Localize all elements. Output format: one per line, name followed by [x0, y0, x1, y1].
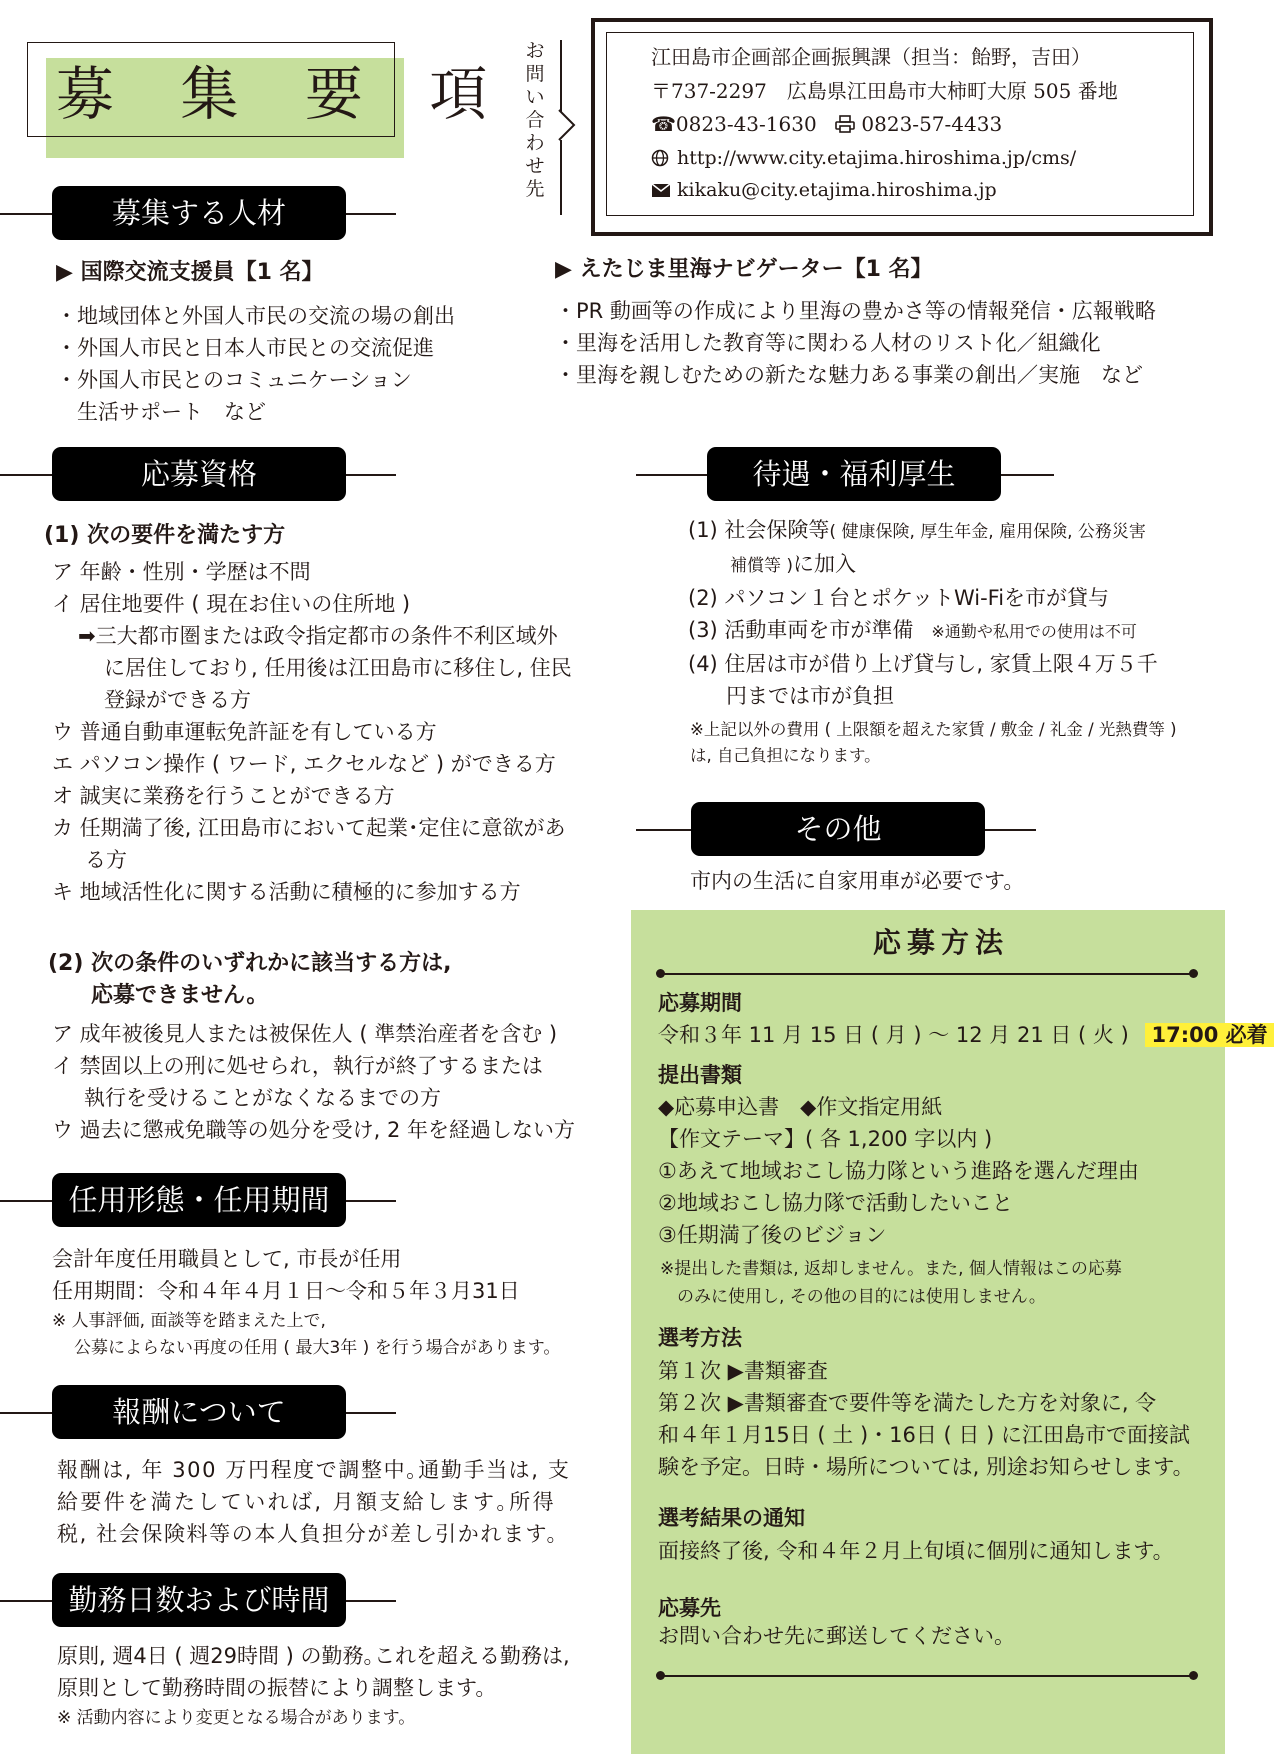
list-item: ア 年齢・性別・学歴は不問	[52, 560, 311, 584]
employment-line2: 任用期間：令和４年４月１日～令和５年３月31日	[52, 1279, 520, 1303]
contact-vertical-label: お 問 い 合 わ せ 先	[525, 40, 545, 200]
benefit-item-1-detail-2: 補償等 )	[730, 556, 794, 576]
list-item: イ 居住地要件 ( 現在お住いの住所地 )	[52, 592, 411, 616]
list-item: ①あえて地域おこし協力隊という進路を選んだ理由	[658, 1159, 1139, 1183]
apply-result-label: 選考結果の通知	[658, 1506, 805, 1530]
contact-tel: 0823-43-1630	[675, 112, 817, 136]
list-item: 和４年１月15日 ( 土 )・16日 ( 日 ) に江田島市で面接試	[658, 1423, 1190, 1447]
recruit-left-title: ▶ 国際交流支援員【1 名】	[56, 260, 324, 285]
apply-selection-label: 選考方法	[658, 1326, 742, 1350]
list-item: 生活サポート など	[56, 400, 266, 424]
section-header-benefits: 待遇・福利厚生	[707, 447, 1001, 501]
contact-address: 〒737-2297 広島県江田島市大柿町大原 505 番地	[651, 79, 1118, 103]
hours-text	[57, 1640, 570, 1704]
qualification-sub1: (1) 次の要件を満たす方	[44, 523, 286, 548]
qualification-sub2a: (2) 次の条件のいずれかに該当する方は,	[48, 951, 452, 976]
divider-dot	[1189, 969, 1198, 978]
contact-url-row	[651, 142, 1076, 174]
benefit-item-1-detail: ( 健康保険, 厚生年金, 雇用保険, 公務災害	[829, 522, 1146, 542]
recruit-right-list	[555, 295, 1156, 391]
divider-line	[664, 973, 1194, 975]
benefit-item-1-end: に加入	[793, 552, 857, 576]
divider-line	[560, 40, 562, 112]
employment-note2: 公募によらない再度の任用 ( 最大3年 ) を行う場合があります。	[74, 1338, 561, 1358]
list-item: ③任期満了後のビジョン	[658, 1223, 887, 1247]
list-item: オ 誠実に業務を行うことができる方	[52, 784, 395, 808]
text-line: 税, 社会保険料等の本人負担分が差し引かれます。	[57, 1522, 570, 1546]
apply-docs-list	[658, 1091, 1139, 1251]
benefit-item-3: (3) 活動車両を市が準備	[688, 618, 914, 642]
list-item: 【作文テーマ】( 各 1,200 字以内 )	[658, 1127, 993, 1151]
apply-docs-note1: ※提出した書類は, 返却しません。また, 個人情報はこの応募	[660, 1259, 1122, 1279]
list-item: ア 成年被後見人または被保佐人 ( 準禁治産者を含む )	[52, 1022, 558, 1046]
qualification-list-2	[52, 1018, 575, 1146]
recruit-left-list	[56, 300, 455, 428]
phone-icon: ☎	[651, 112, 676, 136]
section-header-other: その他	[691, 802, 985, 856]
fax-icon	[835, 115, 855, 133]
section-header-employment: 任用形態・任用期間	[52, 1173, 346, 1227]
text-line: 給要件を満たしていれば, 月額支給します｡所得	[57, 1490, 557, 1514]
list-item: エ パソコン操作 ( ワード, エクセルなど ) ができる方	[52, 752, 556, 776]
other-text: 市内の生活に自家用車が必要です。	[690, 869, 1025, 893]
list-item: ・PR 動画等の作成により里海の豊かさ等の情報発信・広報戦略	[555, 299, 1156, 323]
text-line: 原則として勤務時間の振替により調整します。	[57, 1676, 497, 1700]
list-item: ・里海を親しむための新たな魅力ある事業の創出／実施 など	[555, 363, 1143, 387]
list-item: る方	[85, 848, 127, 872]
list-item: ・外国人市民とのコミュニケーション	[56, 368, 412, 392]
apply-deadline: 17:00 必着	[1145, 1023, 1273, 1047]
contact-email-row	[651, 174, 997, 206]
benefit-item-4-cont: 円までは市が負担	[726, 684, 894, 708]
benefit-item-1: (1) 社会保険等	[688, 518, 830, 542]
page-title: 募 集 要 項	[56, 60, 512, 128]
contact-tel-row	[651, 108, 1002, 140]
benefits-note1: ※上記以外の費用 ( 上限額を超えた家賃 / 敷金 / 礼金 / 光熱費等 )	[690, 720, 1177, 739]
text-line: 報酬は, 年 300 万円程度で調整中｡通勤手当は, 支	[57, 1458, 571, 1482]
apply-selection-list	[658, 1355, 1194, 1483]
list-item: イ 禁固以上の刑に処せられ，執行が終了するまたは	[52, 1054, 543, 1078]
divider-dot	[1189, 1671, 1198, 1680]
contact-fax: 0823-57-4433	[861, 112, 1003, 136]
list-item: 第２次 ▶書類審査で要件等を満たした方を対象に, 令	[658, 1391, 1157, 1415]
list-item: ウ 過去に懲戒免職等の処分を受け, 2 年を経過しない方	[52, 1118, 576, 1142]
text-line: 原則, 週4日 ( 週29時間 ) の勤務｡これを超える勤務は,	[57, 1644, 570, 1668]
contact-dept: 江田島市企画部企画振興課（担当：飴野，吉田）	[651, 45, 1091, 69]
apply-result: 面接終了後, 令和４年２月上旬頃に個別に通知します。	[658, 1539, 1174, 1563]
recruit-right-title: ▶ えたじま里海ナビゲーター【1 名】	[555, 257, 933, 282]
apply-dest: お問い合わせ先に郵送してください。	[658, 1624, 1015, 1648]
list-item: ➡三大都市圏または政令指定都市の条件不利区域外	[78, 624, 558, 648]
salary-text	[57, 1454, 570, 1550]
apply-docs-label: 提出書類	[658, 1063, 742, 1087]
hours-note: ※ 活動内容により変更となる場合があります。	[57, 1708, 416, 1728]
benefit-item-4: (4) 住居は市が借り上げ貸与し, 家賃上限４万５千	[688, 652, 1158, 676]
qualification-list-1	[52, 556, 572, 908]
list-item: 執行を受けることがなくなるまでの方	[84, 1086, 441, 1110]
employment-note1: ※ 人事評価, 面談等を踏まえた上で,	[52, 1311, 326, 1331]
section-header-qualification: 応募資格	[52, 447, 346, 501]
list-item: ◆応募申込書 ◆作文指定用紙	[658, 1095, 943, 1119]
benefits-note2: は, 自己負担になります。	[690, 746, 881, 765]
apply-period-row	[658, 1019, 1274, 1051]
list-item: に居住しており, 任用後は江田島市に移住し, 住民	[104, 656, 572, 680]
globe-icon	[651, 149, 669, 167]
section-header-hours: 勤務日数および時間	[52, 1573, 346, 1627]
divider-line	[664, 1675, 1194, 1677]
apply-title: 応募方法	[873, 926, 1010, 959]
chevron-right-icon	[556, 108, 578, 142]
list-item: 験を予定。日時・場所については, 別途お知らせします。	[658, 1455, 1194, 1479]
list-item: ・里海を活用した教育等に関わる人材のリスト化／組織化	[555, 331, 1101, 355]
contact-url[interactable]: http://www.city.etajima.hiroshima.jp/cms/	[677, 147, 1077, 169]
contact-email[interactable]: kikaku@city.etajima.hiroshima.jp	[677, 179, 997, 201]
qualification-sub2b: 応募できません。	[91, 983, 269, 1008]
employment-line1: 会計年度任用職員として, 市長が任用	[52, 1247, 402, 1271]
benefits-list	[688, 514, 1158, 712]
benefit-item-2: (2) パソコン１台とポケットWi-Fiを市が貸与	[688, 586, 1110, 610]
section-header-recruit: 募集する人材	[52, 186, 346, 240]
list-item: 第１次 ▶書類審査	[658, 1359, 828, 1383]
list-item: 登録ができる方	[104, 688, 251, 712]
mail-icon	[651, 183, 671, 198]
list-item: ウ 普通自動車運転免許証を有している方	[52, 720, 437, 744]
benefit-item-3-note: ※通勤や私用での使用は不可	[931, 622, 1137, 641]
apply-period: 令和３年 11 月 15 日 ( 月 ) ～ 12 月 21 日 ( 火 )	[658, 1023, 1129, 1047]
list-item: カ 任期満了後, 江田島市において起業･定住に意欲があ	[52, 816, 566, 840]
list-item: ②地域おこし協力隊で活動したいこと	[658, 1191, 1013, 1215]
list-item: キ 地域活性化に関する活動に積極的に参加する方	[52, 880, 521, 904]
list-item: ・地域団体と外国人市民の交流の場の創出	[56, 304, 455, 328]
list-item: ・外国人市民と日本人市民との交流促進	[56, 336, 434, 360]
divider-line	[560, 140, 562, 215]
section-header-salary: 報酬について	[52, 1385, 346, 1439]
apply-dest-label: 応募先	[658, 1596, 721, 1620]
apply-period-label: 応募期間	[658, 991, 742, 1015]
apply-docs-note2: のみに使用し, その他の目的には使用しません。	[677, 1287, 1046, 1307]
